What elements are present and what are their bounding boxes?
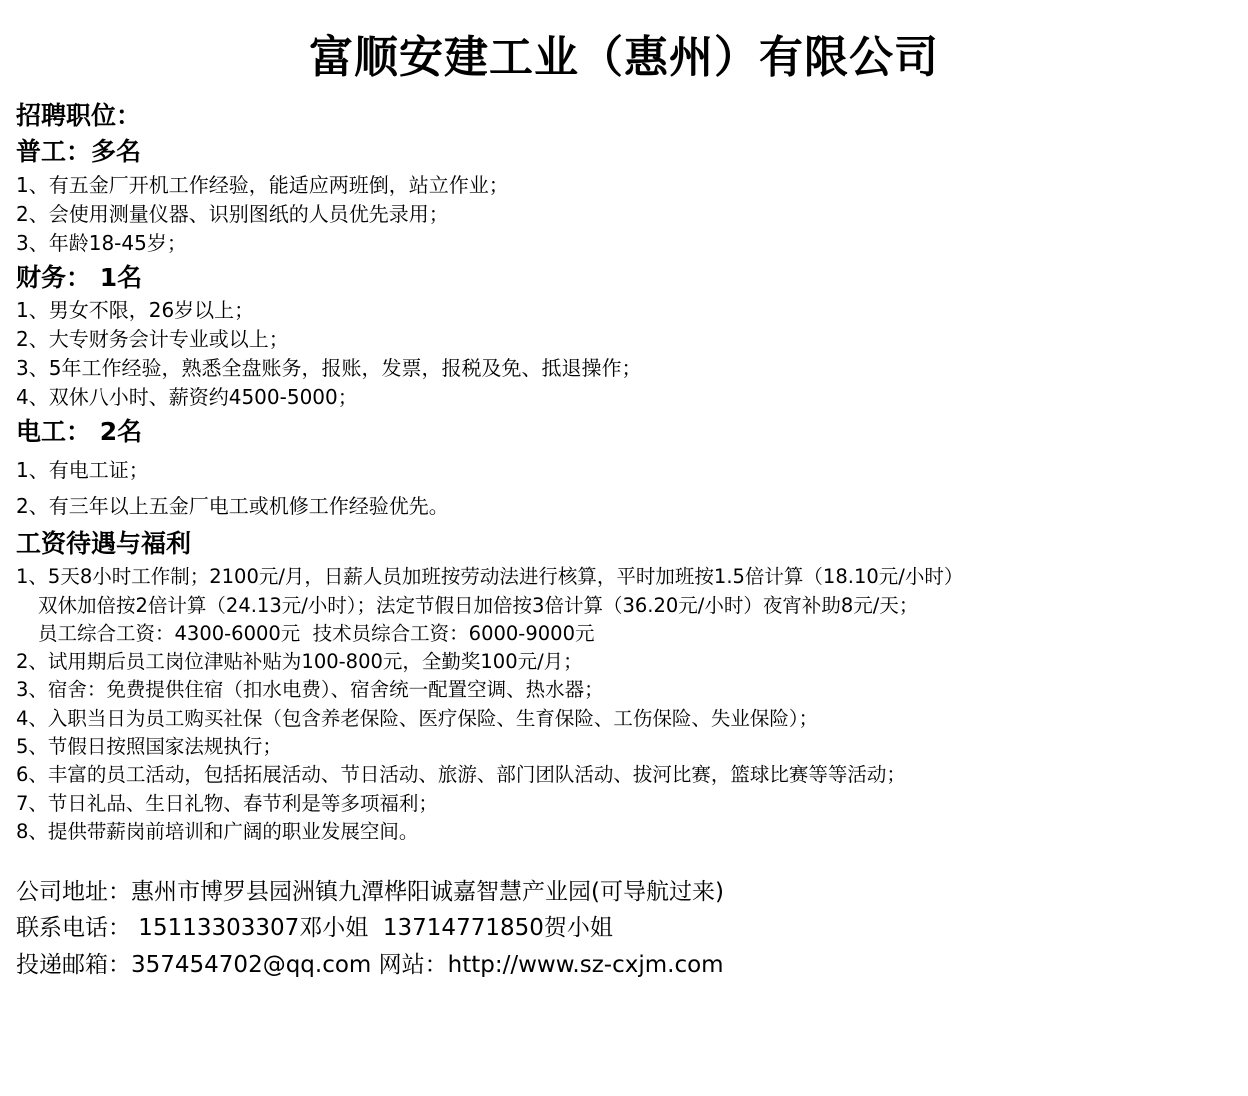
job-requirement: 1、有电工证； bbox=[16, 457, 149, 482]
contact-phone: 联系电话： 15113303307邓小姐 13714771850贺小姐 bbox=[16, 915, 613, 942]
benefit-item-cont: 员工综合工资：4300-6000元 技术员综合工资：6000-9000元 bbox=[38, 621, 595, 645]
contact-block bbox=[16, 874, 1232, 983]
benefit-item: 5、节假日按照国家法规执行； bbox=[16, 734, 282, 758]
benefit-item: 6、丰富的员工活动，包括拓展活动、节日活动、旅游、部门团队活动、拔河比赛，篮球比赛等等活动； bbox=[16, 763, 906, 787]
job-requirement: 2、大专财务会计专业或以上； bbox=[16, 327, 289, 352]
benefit-item: 7、节日礼品、生日礼物、春节利是等多项福利； bbox=[16, 791, 438, 815]
benefit-item: 1、5天8小时工作制；2100元/月，日薪人员加班按劳动法进行核算，平时加班按1.5倍计算（18.10元/小时） bbox=[16, 565, 964, 589]
contact-email-website: 投递邮箱：357454702@qq.com 网站：http://www.sz-cxjm.com bbox=[16, 951, 724, 978]
job-requirement: 1、男女不限，26岁以上； bbox=[16, 298, 255, 323]
job-requirement: 2、有三年以上五金厂电工或机修工作经验优先。 bbox=[16, 493, 449, 518]
job-block-electrician bbox=[16, 416, 1232, 521]
job-requirement: 4、双休八小时、薪资约4500-5000； bbox=[16, 385, 358, 410]
benefit-item-cont: 双休加倍按2倍计算（24.13元/小时）；法定节假日加倍按3倍计算（36.20元/小时）夜宵补助8元/天； bbox=[38, 593, 919, 617]
job-requirement: 2、会使用测量仪器、识别图纸的人员优先录用； bbox=[16, 201, 449, 226]
job-requirement: 1、有五金厂开机工作经验，能适应两班倒，站立作业； bbox=[16, 172, 509, 197]
benefit-item: 3、宿舍：免费提供住宿（扣水电费）、宿舍统一配置空调、热水器； bbox=[16, 678, 604, 702]
job-heading: 财务： 1名 bbox=[16, 262, 143, 292]
job-block-general-worker bbox=[16, 136, 1232, 258]
job-heading: 普工：多名 bbox=[16, 137, 142, 167]
company-address: 公司地址：惠州市博罗县园洲镇九潭桦阳诚嘉智慧产业园(可导航过来) bbox=[16, 879, 724, 906]
benefit-item: 8、提供带薪岗前培训和广阔的职业发展空间。 bbox=[16, 819, 419, 843]
job-block-finance bbox=[16, 262, 1232, 413]
benefit-item: 2、试用期后员工岗位津贴补贴为100-800元，全勤奖100元/月； bbox=[16, 650, 583, 674]
job-requirement: 3、年龄18-45岁； bbox=[16, 230, 187, 255]
job-heading: 电工： 2名 bbox=[16, 417, 143, 447]
job-posting-page bbox=[0, 34, 1248, 1096]
benefits-block bbox=[16, 528, 1232, 846]
job-requirement: 3、5年工作经验，熟悉全盘账务，报账，发票，报税及免、抵退操作； bbox=[16, 356, 642, 381]
benefits-heading: 工资待遇与福利 bbox=[16, 528, 192, 558]
positions-heading: 招聘职位： bbox=[16, 101, 142, 131]
page-title: 富顺安建工业（惠州）有限公司 bbox=[309, 32, 939, 83]
benefit-item: 4、入职当日为员工购买社保（包含养老保险、医疗保险、生育保险、工伤保险、失业保险）； bbox=[16, 706, 819, 730]
